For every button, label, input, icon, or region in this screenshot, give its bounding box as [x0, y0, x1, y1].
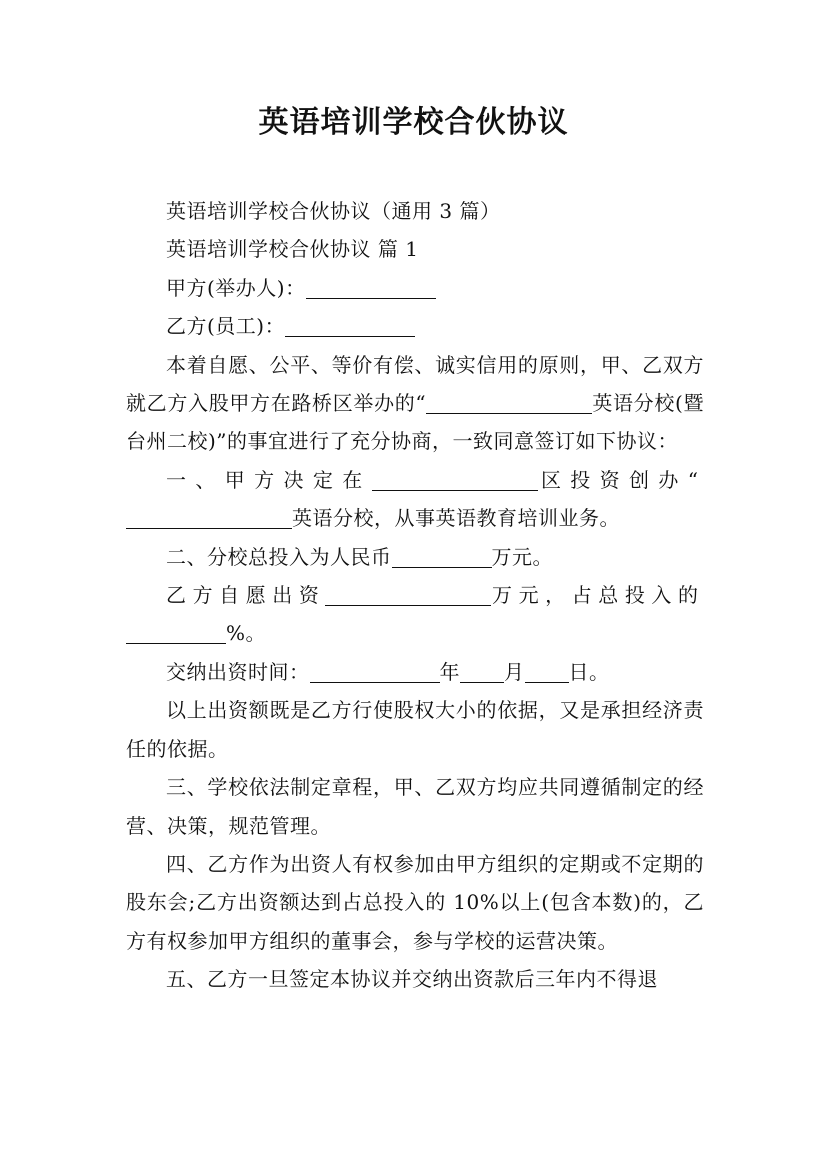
- branch-name-blank: [126, 507, 292, 529]
- clause-2-text-2: 万元。: [491, 544, 553, 569]
- payment-year-blank: [310, 661, 440, 683]
- clause-1-text-2: 区投资创办“: [537, 467, 705, 492]
- clause-2-text-1: 二、分校总投入为人民币: [166, 544, 392, 569]
- document-body: [126, 192, 704, 999]
- party-a-label: 甲方(举办人)：: [166, 275, 306, 300]
- clause-1: [126, 461, 704, 538]
- payment-time-line: [126, 653, 704, 691]
- percentage-blank: [126, 622, 226, 644]
- party-b-blank: [285, 315, 415, 337]
- document-title: 英语培训学校合伙协议: [258, 105, 569, 140]
- payment-day: 日。: [568, 659, 610, 684]
- party-a-line: [126, 269, 704, 307]
- district-blank: [372, 469, 538, 491]
- intro-text-1: 本着自愿、公平、等价有偿、诚实信用的原则，甲、乙双方就乙方入股甲方在路桥区举办的“: [126, 352, 704, 416]
- intro-text-2: 英语分校(暨台州二校)”的事宜进行了充分协商，一致同意签订如下协议：: [126, 391, 704, 454]
- clause-2b-text-1: 乙方自愿出资: [166, 583, 326, 608]
- payment-year: 年: [439, 659, 460, 684]
- school-name-blank: [426, 392, 592, 414]
- clause-2b-text-3: %。: [226, 621, 267, 646]
- clause-2b-text-2: 万元，占总投入的: [491, 583, 705, 608]
- equity-note: 以上出资额既是乙方行使股权大小的依据，又是承担经济责任的依据。: [126, 698, 704, 761]
- payment-month-blank: [460, 661, 504, 683]
- payment-day-blank: [525, 661, 569, 683]
- clause-1-text-1: 一、甲方决定在: [166, 467, 372, 492]
- total-investment-blank: [392, 546, 492, 568]
- contribution-blank: [325, 584, 491, 606]
- clause-4: 四、乙方作为出资人有权参加由甲方组织的定期或不定期的股东会;乙方出资额达到占总投入的 10%以上(包含本数)的，乙方有权参加甲方组织的董事会，参与学校的运营决策。: [126, 851, 704, 953]
- clause-3: 三、学校依法制定章程，甲、乙双方均应共同遵循制定的经营、决策，规范管理。: [126, 775, 704, 838]
- clause-1-text-3: 英语分校，从事英语教育培训业务。: [292, 506, 620, 531]
- article-heading: 英语培训学校合伙协议 篇 1: [166, 237, 419, 262]
- clause-2: [126, 538, 704, 576]
- party-a-blank: [306, 277, 436, 299]
- payment-month: 月: [504, 659, 525, 684]
- payment-label: 交纳出资时间：: [166, 659, 310, 684]
- clause-2b: [126, 576, 704, 653]
- party-b-line: [126, 307, 704, 345]
- document-subtitle: 英语培训学校合伙协议（通用 3 篇）: [166, 199, 501, 223]
- intro-paragraph: [126, 346, 704, 461]
- party-b-label: 乙方(员工)：: [166, 314, 286, 339]
- clause-5: 五、乙方一旦签定本协议并交纳出资款后三年内不得退: [166, 967, 658, 992]
